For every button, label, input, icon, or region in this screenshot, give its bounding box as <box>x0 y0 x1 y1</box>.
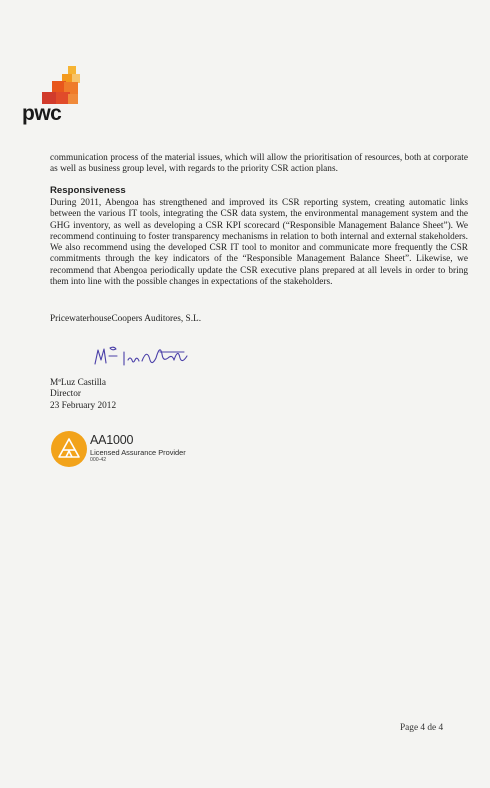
aa1000-seal-icon <box>50 430 88 468</box>
section-heading-responsiveness: Responsiveness <box>50 185 126 196</box>
handwritten-signature <box>90 338 220 374</box>
badge-title: AA1000 <box>90 433 134 447</box>
aa1000-badge <box>50 430 190 470</box>
pwc-logo <box>22 66 82 124</box>
signature-date: 23 February 2012 <box>50 400 117 411</box>
badge-subtitle: Licensed Assurance Provider <box>90 448 186 457</box>
signer-name: MªLuz Castilla <box>50 378 107 388</box>
badge-code: 000-42 <box>90 457 107 463</box>
company-name: PricewaterhouseCoopers Auditores, S.L. <box>50 314 202 324</box>
page-number: Page 4 de 4 <box>400 723 444 733</box>
paragraph-materiality-continuation: communication process of the material issues, which will allow the prioritisation of resources, both at corporate as well as business group level, with regards to the priority CSR action plans. <box>50 153 468 175</box>
pwc-wordmark: pwc <box>22 102 62 125</box>
signer-title: Director <box>50 389 81 400</box>
signer-block <box>50 378 116 412</box>
paragraph-responsiveness: During 2011, Abengoa has strengthened and improved its CSR reporting system, creating automatic links between the various IT tools, integrating the CSR data system, the environmental management system and the GHG inventory, as well as developing a CSR KPI scorecard (“Responsible Management Balance Sheet”). We recommend continuing to foster transparency mechanisms in relation to both internal and external stakeholders. We also recommend using the developed CSR IT tool to monitor and communicate more frequently the CSR commitments through the key indicators of the “Responsible Management Balance Sheet”. Likewise, we recommend that Abengoa periodically update the CSR executive plans prepared at all levels in order to bring them into line with the possible changes in expectations of the stakeholders. <box>50 198 468 288</box>
pwc-logo-blocks <box>42 66 82 104</box>
